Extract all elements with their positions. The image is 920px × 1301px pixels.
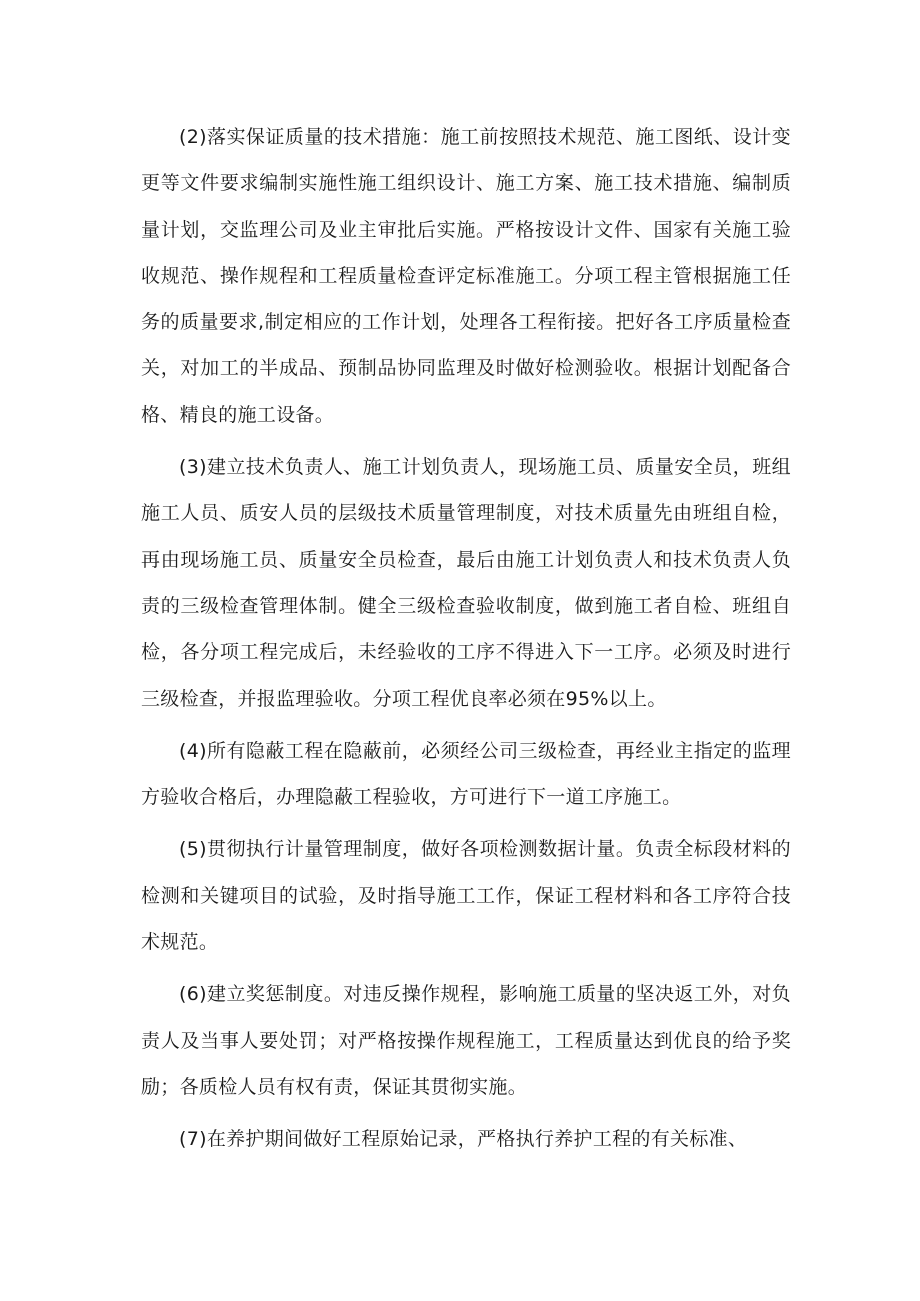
paragraph-4: (4)所有隐蔽工程在隐蔽前，必须经公司三级检查，再经业主指定的监理方验收合格后，办理隐蔽工程验收，方可进行下一道工序施工。 bbox=[141, 739, 791, 809]
paragraph-6: (6)建立奖惩制度。对违反操作规程，影响施工质量的坚决返工外，对负责人及当事人要处罚；对严格按操作规程施工，工程质量达到优良的给予奖励；各质检人员有权有责，保证其贯彻实施。 bbox=[141, 983, 791, 1098]
paragraph-3: (3)建立技术负责人、施工计划负责人，现场施工员、质量安全员，班组施工人员、质安人员的层级技术质量管理制度，对技术质量先由班组自检，再由现场施工员、质量安全员检查，最后由施工计划负责人和技术负责人负责的三级检查管理体制。健全三级检查验收制度，做到施工者自检、班组自检，各分项工程完成后，未经验收的工序不得进入下一工序。必须及时进行三级检查，并报监理验收。分项工程优良率必须在95%以上。 bbox=[141, 456, 791, 710]
paragraph-5: (5)贯彻执行计量管理制度，做好各项检测数据计量。负责全标段材料的检测和关键项目的试验，及时指导施工工作，保证工程材料和各工序符合技术规范。 bbox=[141, 838, 791, 954]
document-body bbox=[141, 114, 791, 1169]
paragraph-2: (2)落实保证质量的技术措施：施工前按照技术规范、施工图纸、设计变更等文件要求编制实施性施工组织设计、施工方案、施工技术措施、编制质量计划，交监理公司及业主审批后实施。严格按设计文件、国家有关施工验收规范、操作规程和工程质量检查评定标准施工。分项工程主管根据施工任务的质量要求,制定相应的工作计划，处理各工程衔接。把好各工序质量检查关，对加工的半成品、预制品协同监理及时做好检测验收。根据计划配备合格、精良的施工设备。 bbox=[141, 126, 791, 426]
paragraph-7: (7)在养护期间做好工程原始记录，严格执行养护工程的有关标准、 bbox=[179, 1128, 748, 1151]
